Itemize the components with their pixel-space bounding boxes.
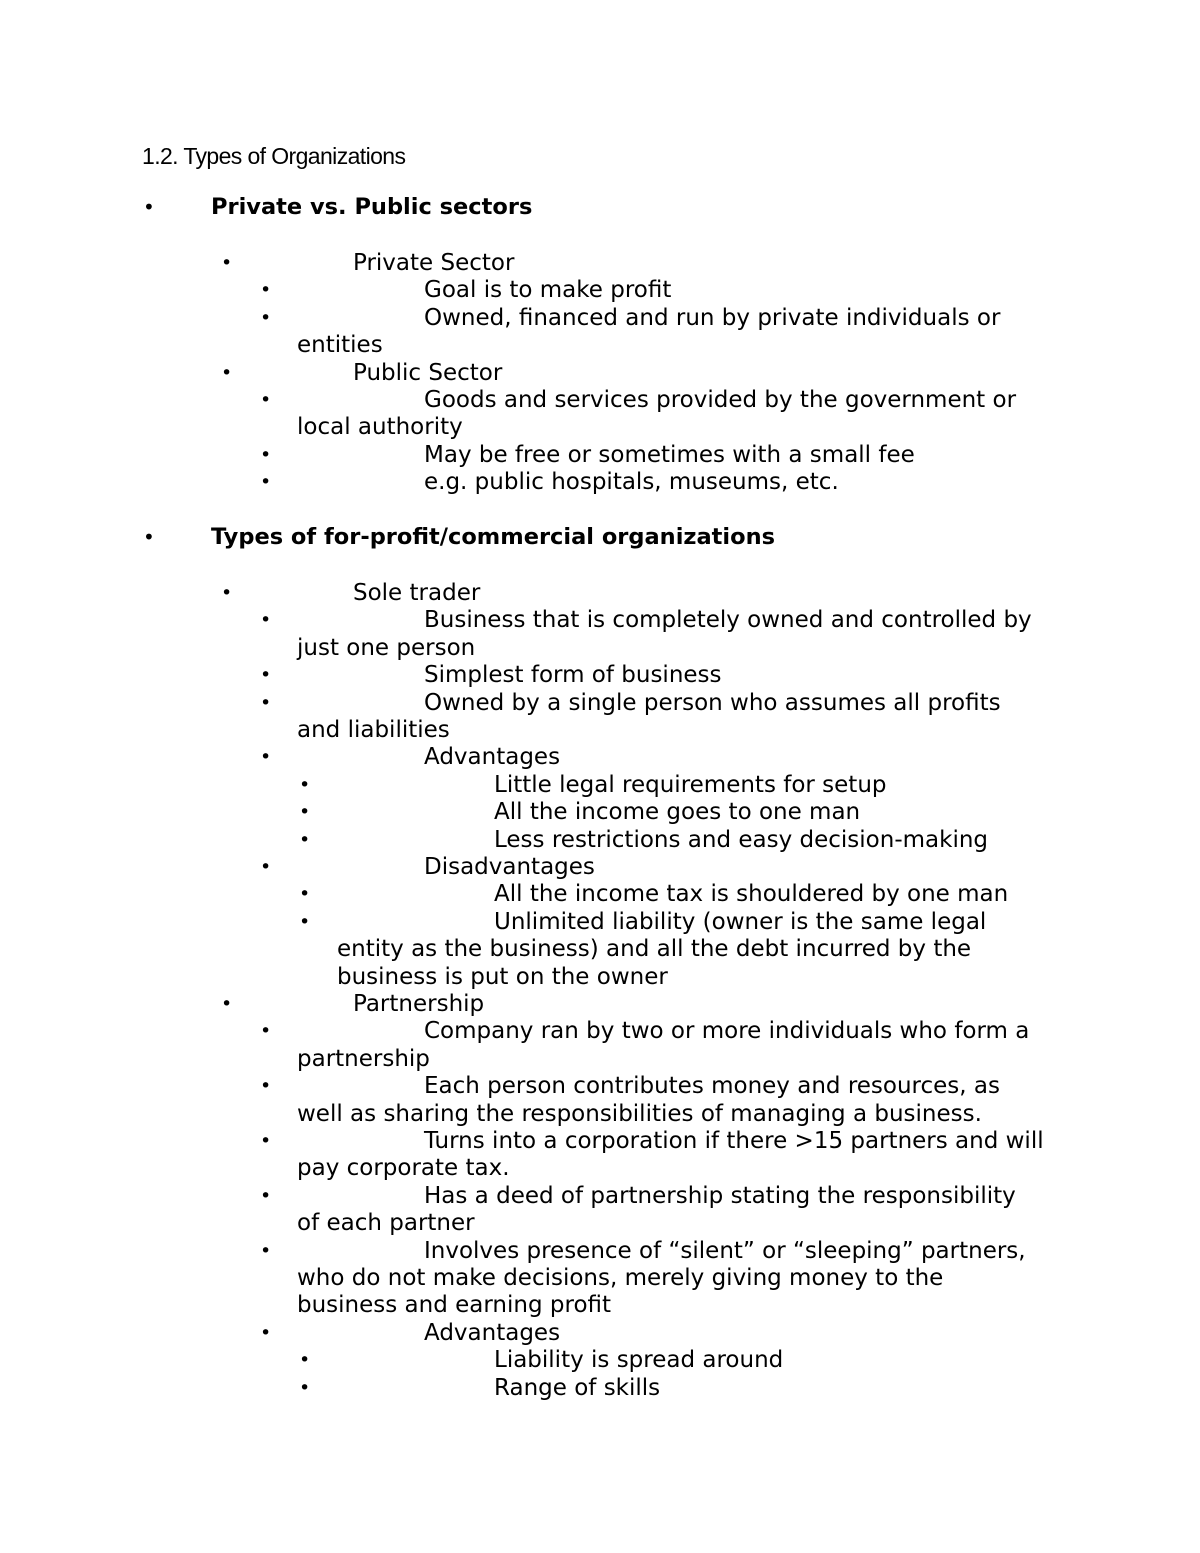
outline-item-text: Range of skills [494,1374,661,1401]
outline-item-text: All the income goes to one man [494,799,861,826]
outline-item-text: Disadvantages [424,854,595,880]
bullet-marker: • [260,664,272,687]
outline-item-text: Sole trader [353,580,481,606]
outline-item-text: Turns into a corporation if there >15 partners and will [424,1128,1044,1154]
bullet-marker: • [299,1376,311,1399]
outline-item-text: Less restrictions and easy decision-making [494,826,989,853]
bullet-marker: • [260,746,272,769]
bullet-marker: • [221,582,233,604]
outline-item-text: partnership [297,1045,430,1072]
outline-item-text: Advantages [424,1319,561,1346]
outline-item-text: and liabilities [297,717,450,743]
outline-item-text: well as sharing the responsibilities of managing a business. [297,1100,982,1127]
bullet-marker: • [260,1020,272,1043]
outline-item-text: Involves presence of “silent” or “sleeping” partners, [424,1237,1026,1264]
outline-item-text: Liability is spread around [494,1347,784,1374]
section-heading-text: Types of for-profit/commercial organizations [211,524,776,550]
outline-item-text: Public Sector [353,359,503,386]
outline-item-text: Each person contributes money and resources, as [424,1073,1000,1100]
outline-item-text: Simplest form of business [424,662,722,689]
bullet-marker: • [260,1239,272,1262]
bullet-marker: • [260,1130,272,1152]
outline-item-text: of each partner [297,1210,475,1237]
bullet-marker: • [299,828,311,851]
bullet-marker: • [221,252,233,274]
bullet-marker: • [260,1075,272,1098]
outline-item-text: Has a deed of partnership stating the responsibility [424,1182,1016,1209]
outline-item-text: local authority [297,414,463,441]
outline-item-text: Partnership [353,991,485,1017]
outline-item-text: Unlimited liability (owner is the same legal [494,908,987,935]
outline-item-text: Private Sector [353,250,515,276]
bullet-marker: • [260,1321,272,1344]
bullet-marker: • [260,306,272,329]
outline-item-text: All the income tax is shouldered by one man [494,881,1009,908]
outline-item-text: pay corporate tax. [297,1155,510,1182]
bullet-marker: • [260,609,272,632]
bullet-marker: • [299,773,311,796]
bullet-marker: • [260,471,272,494]
outline-item-text: Company ran by two or more individuals who form a [424,1018,1030,1045]
page-title: 1.2. Types of Organizations [142,143,406,169]
bullet-marker: • [299,1349,311,1372]
bullet-marker: • [260,1184,272,1207]
bullet-marker: • [260,691,272,714]
bullet-marker: • [143,195,155,219]
outline-item-text: May be free or sometimes with a small fee [424,441,915,468]
outline-item-text: business and earning profit [297,1292,612,1319]
outline-item-text: e.g. public hospitals, museums, etc. [424,469,839,496]
outline-item-text: business is put on the owner [337,963,668,990]
bullet-marker: • [299,801,311,824]
outline-item-text: Little legal requirements for setup [494,771,887,798]
bullet-marker: • [221,993,233,1015]
outline-item-text: Goods and services provided by the government or [424,387,1017,413]
outline-item-text: entity as the business) and all the debt incurred by the [337,936,972,963]
bullet-marker: • [260,856,272,878]
bullet-marker: • [221,361,233,384]
outline-item-text: just one person [297,634,476,661]
bullet-marker: • [143,525,155,549]
outline-item-text: entities [297,332,383,359]
outline-item-text: Owned by a single person who assumes all profits [424,689,1001,716]
outline-item-text: Owned, financed and run by private individuals or [424,304,1001,331]
outline-item-text: Goal is to make profit [424,277,672,304]
bullet-marker: • [299,910,311,933]
section-heading-text: Private vs. Public sectors [211,194,533,220]
outline-item-text: who do not make decisions, merely giving money to the [297,1265,944,1291]
bullet-marker: • [299,883,311,906]
outline-item-text: Business that is completely owned and controlled by [424,607,1032,634]
outline-item-text: Advantages [424,744,561,771]
bullet-marker: • [260,279,272,302]
bullet-marker: • [260,443,272,466]
bullet-marker: • [260,389,272,411]
